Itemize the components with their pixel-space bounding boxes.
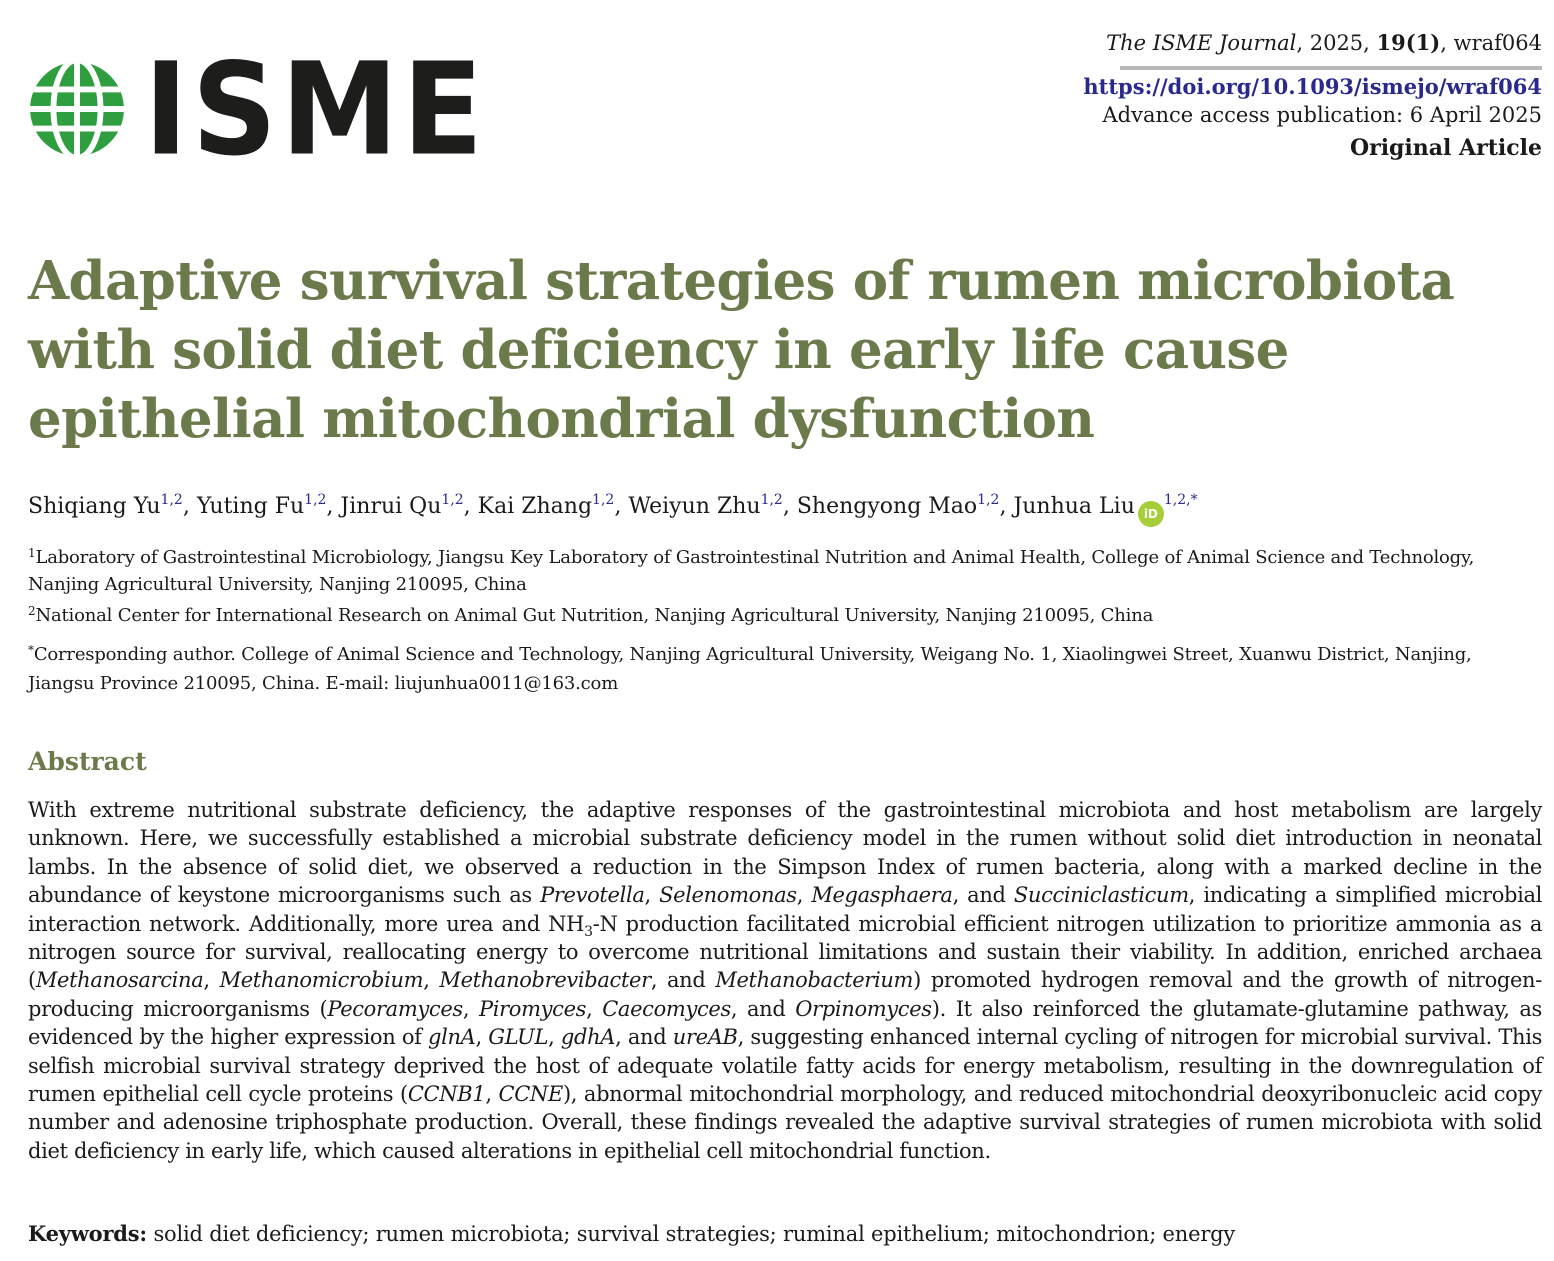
abstract-italic-term: Methanobrevibacter xyxy=(439,968,651,993)
article-title: Adaptive survival strategies of rumen microbiota with solid diet deficiency in early life cause epithelial mitochondrial dysfunction xyxy=(28,250,1455,450)
affiliation-number: 2 xyxy=(28,604,36,618)
advance-access-date: Advance access publication: 6 April 2025 xyxy=(1102,103,1542,127)
author-affiliation-mark: 1,2,* xyxy=(1163,492,1198,508)
abstract-italic-term: CCNB1 xyxy=(407,1082,486,1107)
affiliation-item xyxy=(28,598,1538,629)
author-affiliation-mark: 1,2 xyxy=(592,492,615,508)
isme-logo xyxy=(28,34,487,184)
author-name: Shengyong Mao xyxy=(796,494,978,519)
article-id: wraf064 xyxy=(1453,31,1542,55)
abstract-italic-term: ureAB xyxy=(672,1025,738,1050)
author-affiliation-mark: 1,2 xyxy=(977,492,1000,508)
pub-year: 2025 xyxy=(1309,31,1364,55)
journal-name: The ISME Journal xyxy=(1106,31,1297,55)
orcid-icon[interactable]: iD xyxy=(1138,501,1164,527)
abstract-italic-term: gdhA xyxy=(560,1025,616,1050)
author-affiliation-mark: 1,2 xyxy=(160,492,183,508)
abstract-body: With extreme nutritional substrate deficiency, the adaptive responses of the gastrointestinal microbiota and host metabolism are largely unknown. Here, we successfully established a microbial substrate deficiency model in the rumen without solid diet introduction in neonatal lambs. In the absence of solid diet, we observed a reduction in the Simpson Index of rumen bacteria, along with a marked decline in the abundance of keystone microorganisms such as Prevotella, Selenomonas, Megasphaera, and Succiniclasticum, indicating a simplified microbial interaction network. Additionally, more urea and $NH_3-N$ production facilitated microbial efficient nitrogen utilization to prioritize ammonia as a nitrogen source for survival, reallocating energy to overcome nutritional limitations and sustain their viability. In addition, enriched archaea (Methanosarcina, Methanomicrobium, Methanobrevibacter, and Methanobacterium) promoted hydrogen removal and the growth of nitrogen-producing microorganisms (Pecoramyces, Piromyces, Caecomyces, and Orpinomyces). It also reinforced the glutamate-glutamine pathway, as evidenced by the higher expression of glnA, GLUL, gdhA, and ureAB, suggesting enhanced internal cycling of nitrogen for microbial survival. This selfish microbial survival strategy deprived the host of adequate volatile fatty acids for energy metabolism, resulting in the downregulation of rumen epithelial cell cycle proteins (CCNB1, CCNE), abnormal mitochondrial morphology, and reduced mitochondrial deoxyribonucleic acid copy number and adenosine triphosphate production. Overall, these findings revealed the adaptive survival strategies of rumen microbiota with solid diet deficiency in early life, which caused alterations in epithelial cell mitochondrial function. xyxy=(28,798,1543,1163)
volume-issue: 19(1) xyxy=(1376,30,1441,55)
abstract-italic-term: Prevotella xyxy=(540,883,645,908)
abstract-italic-term: glnA xyxy=(428,1025,476,1050)
author-name: Junhua Liu xyxy=(1013,494,1135,519)
doi-link[interactable]: https://doi.org/10.1093/ismejo/wraf064 xyxy=(1083,74,1542,99)
abstract-subscript: 3 xyxy=(584,923,593,940)
header-divider xyxy=(1120,66,1542,70)
abstract-italic-term: Methanobacterium xyxy=(715,968,914,993)
abstract-italic-term: Megasphaera xyxy=(811,883,953,908)
author-affiliation-mark: 1,2 xyxy=(441,492,464,508)
globe-icon xyxy=(28,60,126,158)
citation-line: The ISME Journal, 2025, 19(1), wraf064 xyxy=(1106,30,1542,55)
abstract-italic-term: Selenomonas xyxy=(659,883,797,908)
article-type: Original Article xyxy=(1349,135,1542,161)
author-name: Yuting Fu xyxy=(196,494,305,519)
logo-wordmark: ISME xyxy=(144,34,487,184)
author-list: Shiqiang Yu$^{1,2}$, Yuting Fu$^{1,2}$, Jinrui Qu$^{1,2}$, Kai Zhang$^{1,2}$, Weiyun Zhu$^{1,2}$, Shengyong Mao$^{1,2}$, Junhua Liu $iD^{1,2,*}$ xyxy=(28,485,1198,527)
corresponding-mark: * xyxy=(28,643,34,657)
abstract-heading: Abstract xyxy=(28,747,147,776)
abstract-italic-term: Succiniclasticum xyxy=(1013,883,1189,908)
author-affiliation-mark: 1,2 xyxy=(760,492,783,508)
author-name: Kai Zhang xyxy=(477,494,593,519)
author-affiliation-mark: 1,2 xyxy=(304,492,327,508)
corresponding-author xyxy=(28,636,1538,698)
abstract-italic-term: Piromyces xyxy=(478,996,587,1021)
abstract-italic-term: Pecoramyces xyxy=(327,996,463,1021)
author-name: Shiqiang Yu xyxy=(28,494,161,519)
abstract-italic-term: Orpinomyces xyxy=(795,996,932,1021)
affiliation-text: Laboratory of Gastrointestinal Microbiology, Jiangsu Key Laboratory of Gastrointestinal Nutrition and Animal Health, College of Animal Science and Technology, Nanjing Agricultural University, Nanjing 210095, China xyxy=(28,547,1475,595)
keywords-text: solid diet deficiency; rumen microbiota; survival strategies; ruminal epithelium; mitochondrion; energy xyxy=(153,1222,1236,1246)
abstract-italic-term: Methanosarcina xyxy=(35,968,204,993)
affiliation-number: 1 xyxy=(28,546,36,560)
abstract-italic-term: Caecomyces xyxy=(602,996,731,1021)
affiliation-item xyxy=(28,540,1538,598)
keywords xyxy=(28,1221,1235,1246)
corresponding-text: Corresponding author. College of Animal Science and Technology, Nanjing Agricultural University, Weigang No. 1, Xiaolingwei Street, Xuanwu District, Nanjing, Jiangsu Province 210095, China. E-mail: liujunhua0011@163.com xyxy=(28,644,1472,694)
author-name: Jinrui Qu xyxy=(340,494,442,519)
author-name: Weiyun Zhu xyxy=(628,494,761,519)
abstract-italic-term: Methanomicrobium xyxy=(219,968,424,993)
abstract-italic-term: GLUL xyxy=(488,1025,549,1050)
abstract-italic-term: CCNE xyxy=(498,1082,563,1107)
affiliations xyxy=(28,540,1538,629)
keywords-label: Keywords: xyxy=(28,1221,147,1246)
affiliation-text: National Center for International Research on Animal Gut Nutrition, Nanjing Agricultural University, Nanjing 210095, China xyxy=(35,605,1154,626)
